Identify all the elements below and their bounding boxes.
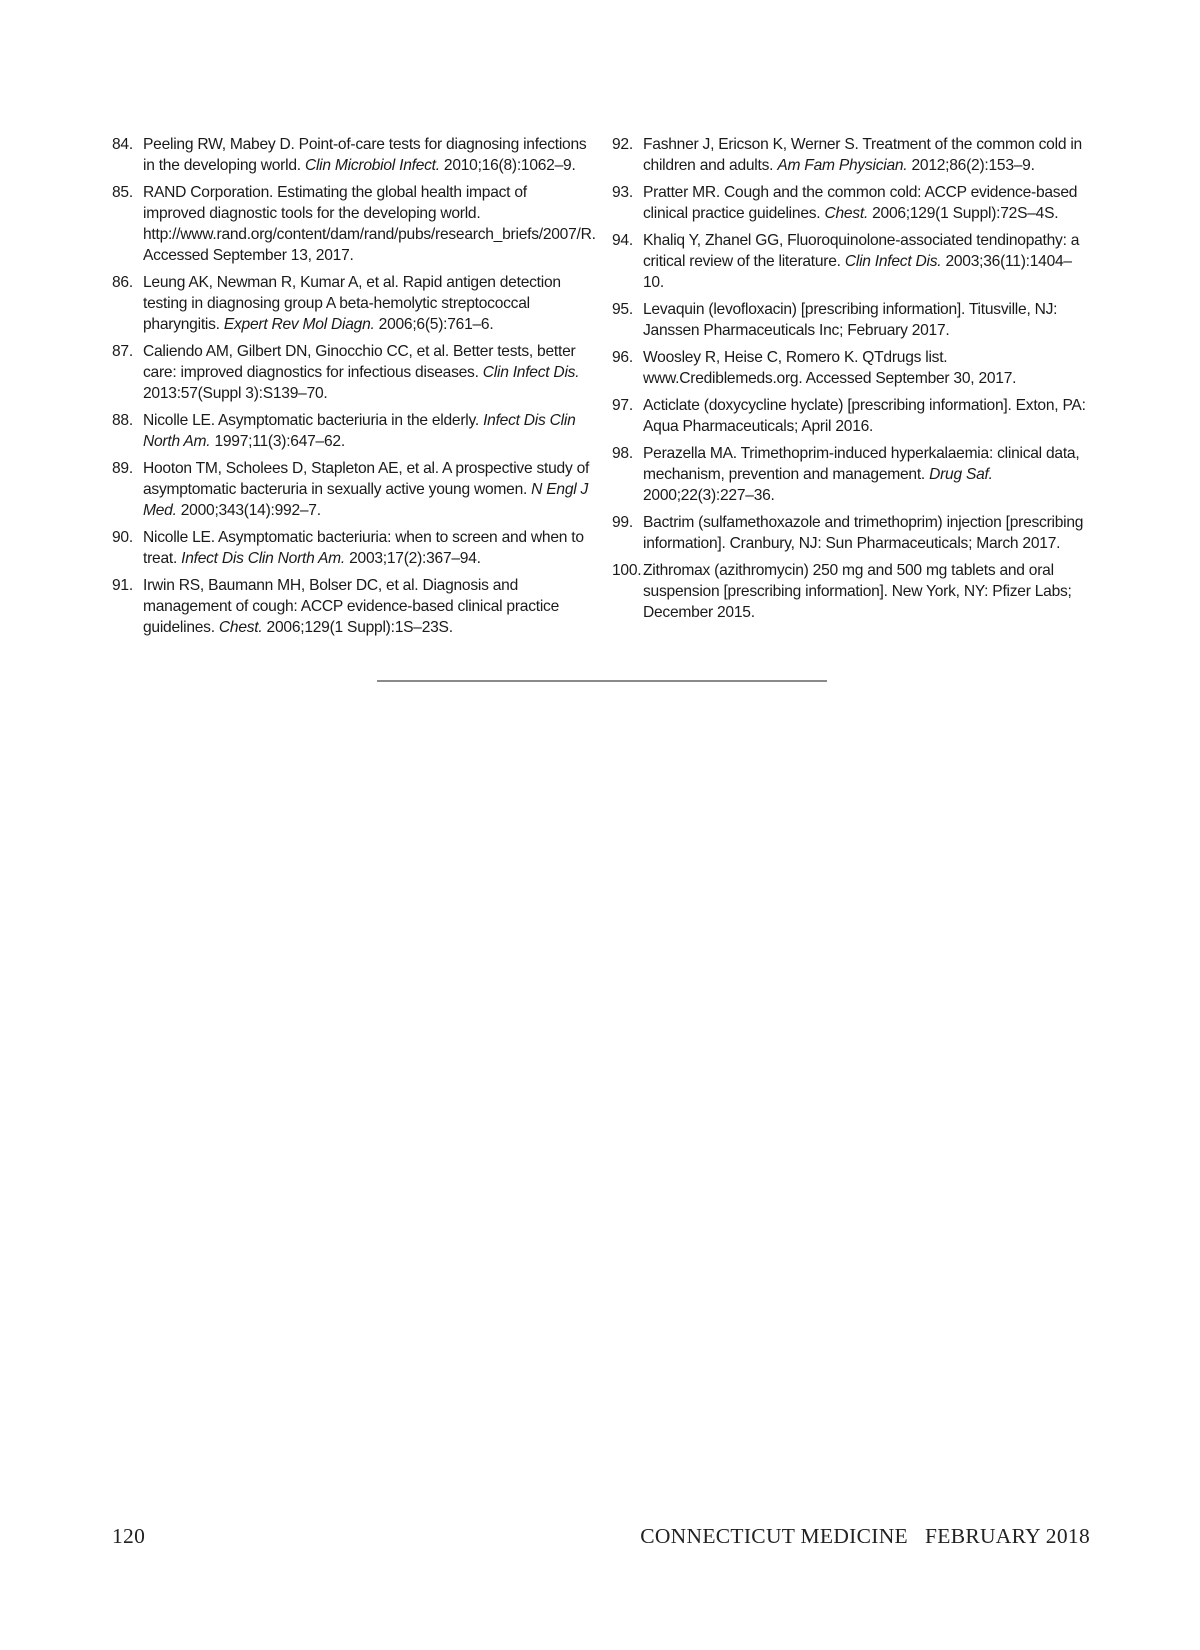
reference-number: 85. <box>112 184 133 201</box>
reference-number: 91. <box>112 577 133 594</box>
reference-segment: 2000;343(14):992–7. <box>176 502 321 519</box>
reference-item <box>112 527 590 569</box>
reference-number: 97. <box>612 397 633 414</box>
reference-text <box>643 136 1082 174</box>
reference-item <box>112 341 590 404</box>
reference-segment: 2006;6(5):761–6. <box>374 316 494 333</box>
reference-segment: Nicolle LE. Asymptomatic bacteriuria in the elderly. <box>143 412 484 429</box>
reference-segment: 2010;16(8):1062–9. <box>439 157 576 174</box>
reference-item <box>612 443 1090 506</box>
reference-text <box>643 349 1016 387</box>
journal-title: Clin Microbiol Infect. <box>304 157 440 174</box>
reference-item <box>612 560 1090 623</box>
reference-segment: 2000;22(3):227–36. <box>643 487 775 504</box>
reference-number: 100. <box>612 562 642 579</box>
reference-text <box>643 397 1086 435</box>
reference-text <box>143 274 561 333</box>
reference-number: 90. <box>112 529 133 546</box>
reference-text <box>143 460 589 519</box>
reference-number: 86. <box>112 274 133 291</box>
reference-number: 88. <box>112 412 133 429</box>
reference-segment: Peeling RW, Mabey D. Point-of-care tests for diagnosing infections in the developing world. <box>143 136 587 174</box>
reference-item <box>612 134 1090 176</box>
journal-title: Expert Rev Mol Diagn. <box>223 316 375 333</box>
reference-number: 98. <box>612 445 633 462</box>
reference-item <box>612 299 1090 341</box>
reference-text <box>143 343 579 402</box>
journal-title: Drug Saf. <box>929 466 993 483</box>
reference-segment: Khaliq Y, Zhanel GG, Fluoroquinolone-associated tendinopathy: a critical review of the literature. <box>643 232 1080 270</box>
reference-segment: Perazella MA. Trimethoprim-induced hyperkalaemia: clinical data, mechanism, prevention and management. <box>643 445 1080 483</box>
reference-text <box>643 445 1079 504</box>
reference-segment: Woosley R, Heise C, Romero K. QTdrugs list. www.Crediblemeds.org. Accessed September 30, 2017. <box>643 349 1017 387</box>
reference-text <box>643 562 1072 621</box>
reference-segment: Levaquin (levofloxacin) [prescribing information]. Titusville, NJ: Janssen Pharmaceuticals Inc; February 2017. <box>643 301 1058 339</box>
reference-number: 84. <box>112 136 133 153</box>
reference-text <box>643 184 1077 222</box>
reference-number: 94. <box>612 232 633 249</box>
reference-segment: RAND Corporation. Estimating the global health impact of improved diagnostic tools for the developing world. http://www.rand.org/content/dam/rand/pubs/research_briefs/2007/R. Accessed September 13, 2017. <box>143 184 596 264</box>
journal-title: Clin Infect Dis. <box>844 253 942 270</box>
reference-item <box>612 347 1090 389</box>
reference-text <box>643 514 1083 552</box>
journal-title: Chest. <box>218 619 263 636</box>
reference-segment: Bactrim (sulfamethoxazole and trimethoprim) injection [prescribing information]. Cranbury, NJ: Sun Pharmaceuticals; March 2017. <box>643 514 1084 552</box>
reference-segment: 2006;129(1 Suppl):72S–4S. <box>868 205 1059 222</box>
reference-segment: Nicolle LE. Asymptomatic bacteriuria: when to screen and when to treat. <box>143 529 584 567</box>
reference-number: 87. <box>112 343 133 360</box>
references-left-column <box>112 134 596 644</box>
section-divider <box>377 680 827 682</box>
reference-item <box>612 512 1090 554</box>
reference-segment: Pratter MR. Cough and the common cold: ACCP evidence-based clinical practice guidelines. <box>643 184 1078 222</box>
reference-number: 96. <box>612 349 633 366</box>
reference-item <box>612 395 1090 437</box>
reference-segment: 2003;17(2):367–94. <box>345 550 481 567</box>
reference-segment: 2013:57(Suppl 3):S139–70. <box>143 385 328 402</box>
journal-issue-footer: CONNECTICUT MEDICINE FEBRUARY 2018 <box>640 1524 1090 1548</box>
reference-text <box>143 577 559 636</box>
reference-item <box>612 230 1090 293</box>
journal-title: Infect Dis Clin North Am. <box>143 412 576 450</box>
reference-item <box>112 575 590 638</box>
reference-text <box>143 136 586 174</box>
reference-number: 99. <box>612 514 633 531</box>
journal-title: Chest. <box>824 205 869 222</box>
reference-segment: 1997;11(3):647–62. <box>210 433 345 450</box>
reference-segment: Hooton TM, Scholees D, Stapleton AE, et al. A prospective study of asymptomatic bacteruria in sexually active young women. <box>143 460 590 498</box>
reference-item <box>112 182 596 266</box>
reference-text <box>143 529 584 567</box>
reference-item <box>112 458 590 521</box>
reference-segment: Leung AK, Newman R, Kumar A, et al. Rapid antigen detection testing in diagnosing group A beta-hemolytic streptococcal pharyngitis. <box>143 274 561 333</box>
reference-segment: Zithromax (azithromycin) 250 mg and 500 mg tablets and oral suspension [prescribing information]. New York, NY: Pfizer Labs; December 2015. <box>643 562 1072 621</box>
journal-title: Infect Dis Clin North Am. <box>181 550 346 567</box>
reference-item <box>112 272 590 335</box>
page-number: 120 <box>112 1524 146 1548</box>
reference-number: 93. <box>612 184 633 201</box>
reference-segment: 2012;86(2):153–9. <box>907 157 1035 174</box>
reference-text <box>143 184 596 264</box>
reference-segment: Fashner J, Ericson K, Werner S. Treatment of the common cold in children and adults. <box>643 136 1082 174</box>
reference-item <box>112 134 590 176</box>
reference-item <box>112 410 590 452</box>
journal-title: N Engl J Med. <box>143 481 589 519</box>
reference-segment: Acticlate (doxycycline hyclate) [prescribing information]. Exton, PA: Aqua Pharmaceuticals; April 2016. <box>643 397 1086 435</box>
reference-segment: 2003;36(11):1404–10. <box>643 253 1072 291</box>
reference-number: 95. <box>612 301 633 318</box>
reference-segment: 2006;129(1 Suppl):1S–23S. <box>262 619 453 636</box>
reference-item <box>612 182 1090 224</box>
reference-number: 92. <box>612 136 633 153</box>
reference-number: 89. <box>112 460 133 477</box>
journal-title: Am Fam Physician. <box>777 157 908 174</box>
journal-title: Clin Infect Dis. <box>482 364 580 381</box>
reference-segment: Irwin RS, Baumann MH, Bolser DC, et al. Diagnosis and management of cough: ACCP evidence-based clinical practice guidelines. <box>143 577 560 636</box>
reference-segment: Caliendo AM, Gilbert DN, Ginocchio CC, et al. Better tests, better care: improved diagnostics for infectious diseases. <box>143 343 576 381</box>
reference-text <box>643 301 1057 339</box>
references-right-column <box>612 134 1090 629</box>
reference-text <box>643 232 1079 291</box>
reference-text <box>143 412 576 450</box>
